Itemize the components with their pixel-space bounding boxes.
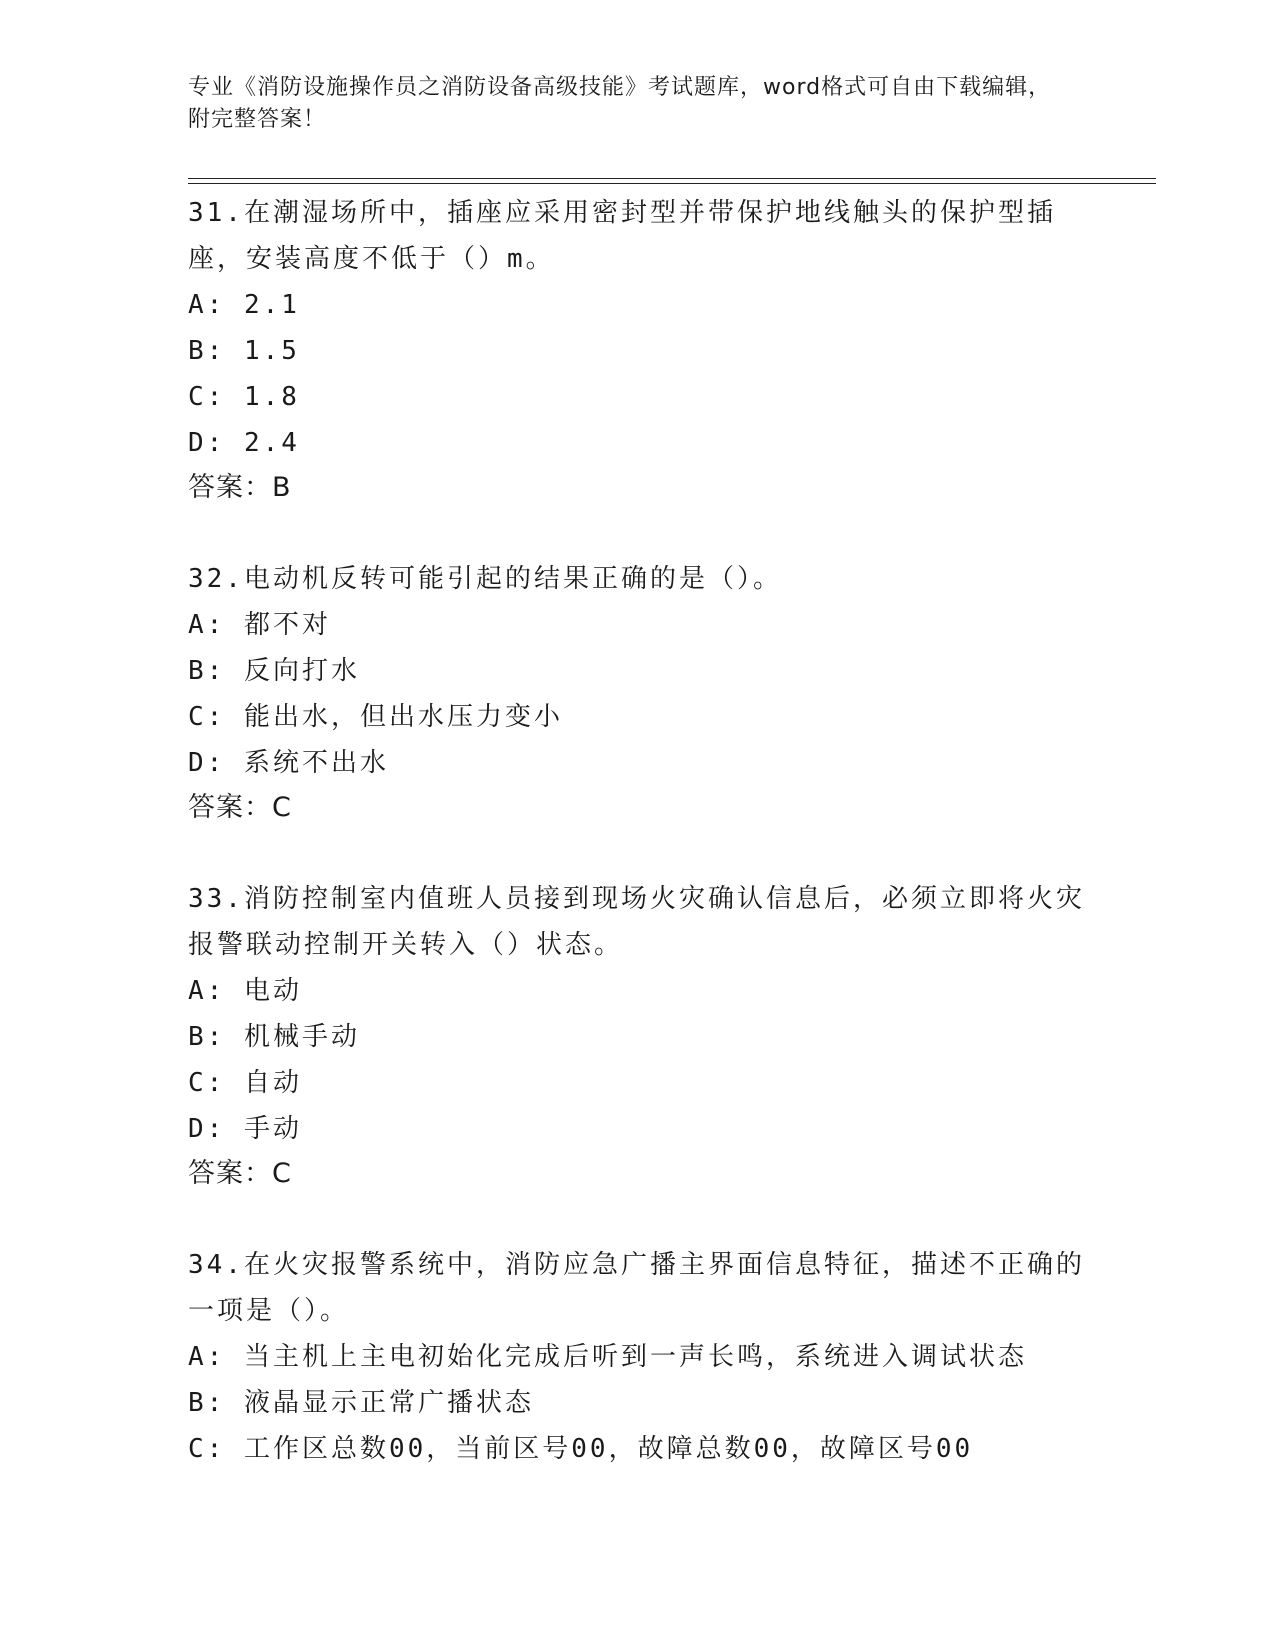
- option-b: B: 1.5: [188, 336, 300, 366]
- option-a: A: 电动: [188, 976, 302, 1006]
- option-a: A: 当主机上主电初始化完成后听到一声长鸣，系统进入调试状态: [188, 1342, 1027, 1372]
- option-d: D: 2.4: [188, 428, 300, 458]
- option-c: C: 自动: [188, 1068, 302, 1098]
- question-33: [188, 876, 1088, 1196]
- option-a: A: 都不对: [188, 610, 331, 640]
- question-31: [188, 190, 1088, 510]
- header-divider-bottom: [188, 183, 1156, 184]
- option-c: C: 工作区总数00，当前区号00，故障总数00，故障区号00: [188, 1434, 974, 1464]
- answer: 答案：B: [188, 472, 292, 503]
- option-b: B: 机械手动: [188, 1022, 360, 1052]
- answer: 答案：C: [188, 792, 292, 823]
- option-c: C: 1.8: [188, 382, 300, 412]
- question-stem: 31.在潮湿场所中，插座应采用密封型并带保护地线触头的保护型插座，安装高度不低于（）m。: [188, 198, 1056, 274]
- header-divider-top: [188, 178, 1156, 179]
- question-32: [188, 556, 1088, 830]
- option-b: B: 液晶显示正常广播状态: [188, 1388, 534, 1418]
- document-header: 专业《消防设施操作员之消防设备高级技能》考试题库，word格式可自由下载编辑，附完整答案！: [188, 75, 1052, 132]
- option-b: B: 反向打水: [188, 656, 360, 686]
- option-d: D: 手动: [188, 1114, 302, 1144]
- option-c: C: 能出水，但出水压力变小: [188, 702, 563, 732]
- option-a: A: 2.1: [188, 290, 300, 320]
- question-stem: 32.电动机反转可能引起的结果正确的是（）。: [188, 564, 782, 594]
- option-d: D: 系统不出水: [188, 748, 389, 778]
- question-stem: 33.消防控制室内值班人员接到现场火灾确认信息后，必须立即将火灾报警联动控制开关转入（）状态。: [188, 884, 1085, 960]
- question-list: [188, 190, 1088, 1518]
- question-34: [188, 1242, 1088, 1472]
- question-stem: 34.在火灾报警系统中，消防应急广播主界面信息特征，描述不正确的一项是（）。: [188, 1250, 1085, 1326]
- answer: 答案：C: [188, 1158, 292, 1189]
